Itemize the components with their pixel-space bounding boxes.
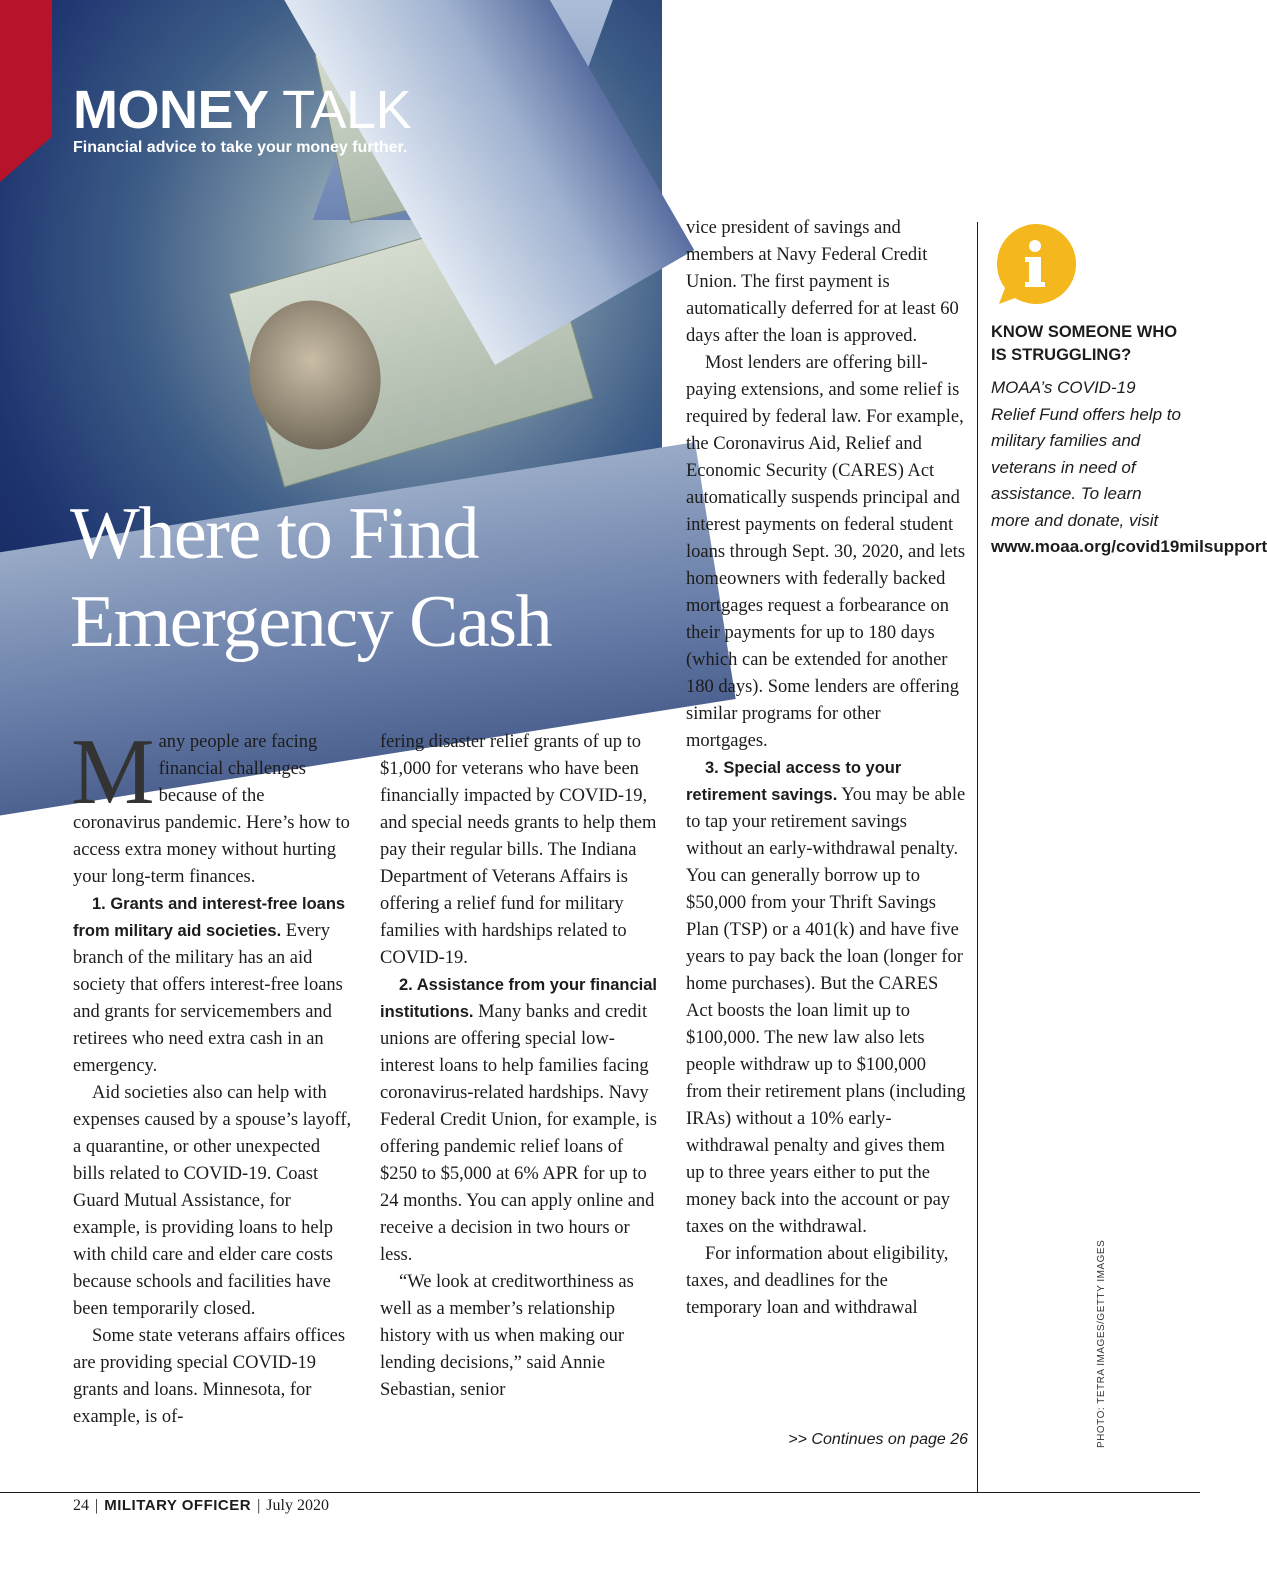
paragraph: fering disaster relief grants of up to $1,000 for veterans who have been financially impacted by COVID-19, and special needs grants to help them pay their regular bills. The Indiana Department of Veterans Affairs is offering a relief fund for military families with hardships related to COVID-19. [380,732,657,968]
headline-line-1: Where to Find [70,493,478,575]
article-column-3 [686,215,966,1322]
paragraph: 1. Grants and interest-free loans from military aid societies. Every branch of the military has an aid society that offers interest-free loans and grants for servicemembers and retirees who need extra cash in an emergency. [73,895,346,1076]
sidebar-heading: KNOW SOMEONE WHO IS STRUGGLING? [991,323,1178,364]
headline-line-2: Emergency Cash [70,581,552,663]
paragraph: For information about eligibility, taxes, and deadlines for the temporary loan and withdrawal [686,1244,949,1318]
section-subtitle: Financial advice to take your money further. [73,139,408,156]
paragraph: 3. Special access to your retirement savings. You may be able to tap your retirement savings without an early-withdrawal penalty. You can generally borrow up to $50,000 from your Thrift Savings Plan (TSP) or a 401(k) and have five years to pay back the loan (longer for home purchases). But the CARES Act boosts the loan limit up to $100,000. The new law also lets people withdraw up to $100,000 from their retirement plans (including IRAs) without a 10% early-withdrawal penalty and gives them up to three years either to put the money back into the account or pay taxes on the withdrawal. [686,759,966,1237]
footer-separator: | [257,1497,261,1514]
paragraph: “We look at creditworthiness as well as a member’s relationship history with us when making our lending decisions,” said Annie Sebastian, senior [380,1272,634,1400]
kicker-bold: MONEY [73,80,269,140]
paragraph: 2. Assistance from your financial institutions. Many banks and credit unions are offering special low-interest loans to help families facing coronavirus-related hardships. Navy Federal Credit Union, for example, is offering pandemic relief loans of $250 to $5,000 at 6% APR for up to 24 months. You can apply online and receive a decision in two hours or less. [380,976,657,1265]
subhead: 3. Special access to your retirement savings. [686,759,902,804]
issue-date: July 2020 [266,1497,329,1514]
sidebar-body: MOAA’s COVID-19 Relief Fund offers help to military families and veterans in need of assistance. To learn more and donate, visit [991,378,1181,530]
footer-separator: | [95,1497,99,1514]
article-headline [70,490,551,666]
hero-photo [0,0,662,695]
section-kicker [73,80,411,140]
section-accent-bar [0,0,52,182]
page-number: 24 [73,1497,89,1514]
page-footer [73,1497,329,1515]
sidebar-callout [991,321,1267,561]
paragraph: Some state veterans affairs offices are providing special COVID-19 grants and loans. Minnesota, for example, is of- [73,1326,346,1427]
info-icon [993,222,1077,306]
magazine-name: MILITARY OFFICER [104,1497,252,1514]
paragraph: Many people are facing financial challenges because of the coronavirus pandemic. Here’s how to access extra money without hurting your long-term finances. [71,720,350,887]
paragraph: vice president of savings and members at Navy Federal Credit Union. The first payment is automatically deferred for at least 60 days after the loan is approved. [686,218,959,346]
footer-rule [0,1492,1200,1493]
kicker-light: TALK [282,80,412,140]
photo-credit: PHOTO: TETRA IMAGES/GETTY IMAGES [1096,1239,1107,1448]
article-column-2 [380,729,662,1404]
subhead: 2. Assistance from your financial institutions. [380,976,657,1021]
paragraph: Aid societies also can help with expenses caused by a spouse’s layoff, a quarantine, or other unexpected bills related to COVID-19. Coast Guard Mutual Assistance, for example, is providing loans to help with child care and elder care costs because schools and facilities have been temporarily closed. [73,1083,352,1319]
continues-on-link[interactable]: >> Continues on page 26 [788,1431,968,1448]
paragraph: Most lenders are offering bill-paying extensions, and some relief is required by federal law. For example, the Coronavirus Aid, Relief and Economic Security (CARES) Act automatically suspends principal and interest payments on federal student loans through Sept. 30, 2020, and lets homeowners with federally backed mortgages request a forbearance on their payments for up to 180 days (which can be extended for another 180 days). Some lenders are offering similar programs for other mortgages. [686,353,966,751]
sidebar-url[interactable]: www.moaa.org/covid19milsupport [991,537,1267,556]
article-column-1 [71,720,355,1431]
subhead: 1. Grants and interest-free loans from military aid societies. [73,895,346,940]
drop-cap: M [71,720,155,824]
sidebar-divider [977,222,978,1492]
